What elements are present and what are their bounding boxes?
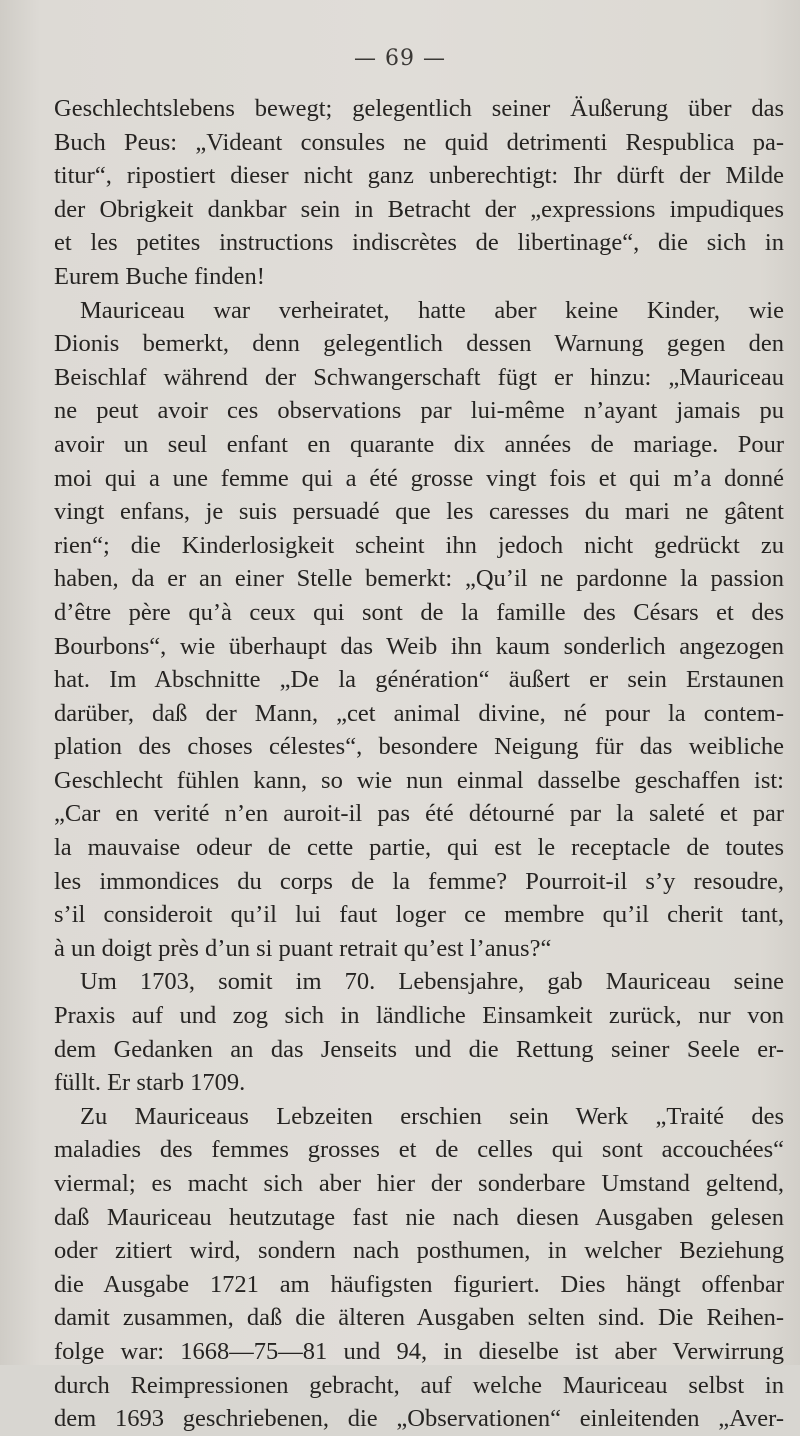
- text-line: ne peut avoir ces observations par lui-même n’ayant jamais pu: [54, 397, 784, 425]
- text-line: damit zusammen, daß die älteren Ausgaben selten sind. Die Reihen-: [54, 1304, 784, 1332]
- text-line: viermal; es macht sich aber hier der sonderbare Umstand geltend,: [54, 1170, 784, 1197]
- text-line: Geschlecht fühlen kann, so wie nun einmal dasselbe geschaffen ist:: [54, 766, 784, 794]
- text-line: Praxis auf und zog sich in ländliche Einsamkeit zurück, nur von: [54, 1002, 784, 1030]
- text-line: les immondices du corps de la femme? Pourroit-il s’y resoudre,: [54, 867, 784, 895]
- text-line: d’être père qu’à ceux qui sont de la famille des Césars et des: [54, 598, 784, 626]
- text-line: durch Reimpressionen gebracht, auf welche Mauriceau selbst in: [54, 1371, 784, 1399]
- text-line: Buch Peus: „Videant consules ne quid detrimenti Respublica pa-: [54, 128, 784, 156]
- text-line: dem 1693 geschriebenen, die „Observationen“ einleitenden „Aver-: [54, 1405, 784, 1433]
- text-line: haben, da er an einer Stelle bemerkt: „Qu’il ne pardonne la passion: [54, 565, 784, 593]
- text-line: Geschlechtslebens bewegt; gelegentlich seiner Äußerung über das: [54, 95, 784, 122]
- text-line: moi qui a une femme qui a été grosse vingt fois et qui m’a donné: [54, 464, 784, 492]
- text-line: Um 1703, somit im 70. Lebensjahre, gab Mauriceau seine: [80, 968, 784, 996]
- text-line: vingt enfans, je suis persuadé que les caresses du mari ne gâtent: [54, 498, 784, 526]
- text-line: maladies des femmes grosses et de celles qui sont accouchées“: [54, 1136, 784, 1164]
- text-line: der Obrigkeit dankbar sein in Betracht der „expressions impudiques: [54, 195, 784, 223]
- text-line: die Ausgabe 1721 am häufigsten figuriert. Dies hängt offenbar: [54, 1270, 784, 1298]
- text-line: et les petites instructions indiscrètes de libertinage“, die sich in: [54, 229, 784, 257]
- text-line: oder zitiert wird, sondern nach posthumen, in welcher Beziehung: [54, 1237, 784, 1265]
- text-line: à un doigt près d’un si puant retrait qu’est l’anus?“: [54, 934, 552, 962]
- text-line: Dionis bemerkt, denn gelegentlich dessen Warnung gegen den: [54, 330, 784, 358]
- text-line: dem Gedanken an das Jenseits und die Rettung seiner Seele er-: [54, 1035, 784, 1063]
- text-line: hat. Im Abschnitte „De la génération“ äußert er sein Erstaunen: [54, 666, 784, 694]
- text-line: Beischlaf während der Schwangerschaft fügt er hinzu: „Mauriceau: [54, 363, 784, 391]
- text-line: füllt. Er starb 1709.: [54, 1069, 246, 1097]
- text-line: la mauvaise odeur de cette partie, qui est le receptacle de toutes: [54, 834, 784, 862]
- text-line: titur“, ripostiert dieser nicht ganz unberechtigt: Ihr dürft der Milde: [54, 162, 784, 190]
- page-number: — 69 —: [354, 46, 446, 71]
- text-line: Bourbons“, wie überhaupt das Weib ihn kaum sonderlich angezogen: [54, 632, 784, 660]
- text-line: folge war: 1668—75—81 und 94, in dieselbe ist aber Verwirrung: [54, 1337, 784, 1365]
- text-line: daß Mauriceau heutzutage fast nie nach diesen Ausgaben gelesen: [54, 1203, 784, 1231]
- text-line: rien“; die Kinderlosigkeit scheint ihn jedoch nicht gedrückt zu: [54, 531, 784, 559]
- text-line: Zu Mauriceaus Lebzeiten erschien sein Werk „Traité des: [80, 1102, 784, 1130]
- text-line: avoir un seul enfant en quarante dix années de mariage. Pour: [54, 430, 784, 458]
- text-line: Mauriceau war verheiratet, hatte aber keine Kinder, wie: [80, 296, 784, 324]
- text-line: darüber, daß der Mann, „cet animal divine, né pour la contem-: [54, 699, 784, 727]
- body-text: [54, 92, 784, 1436]
- text-line: „Car en verité n’en auroit-il pas été détourné par la saleté et par: [54, 800, 784, 828]
- text-line: Eurem Buche finden!: [54, 262, 265, 290]
- text-line: plation des choses célestes“, besondere Neigung für das weibliche: [54, 733, 784, 761]
- text-line: s’il consideroit qu’il lui faut loger ce membre qu’il cherit tant,: [54, 901, 784, 929]
